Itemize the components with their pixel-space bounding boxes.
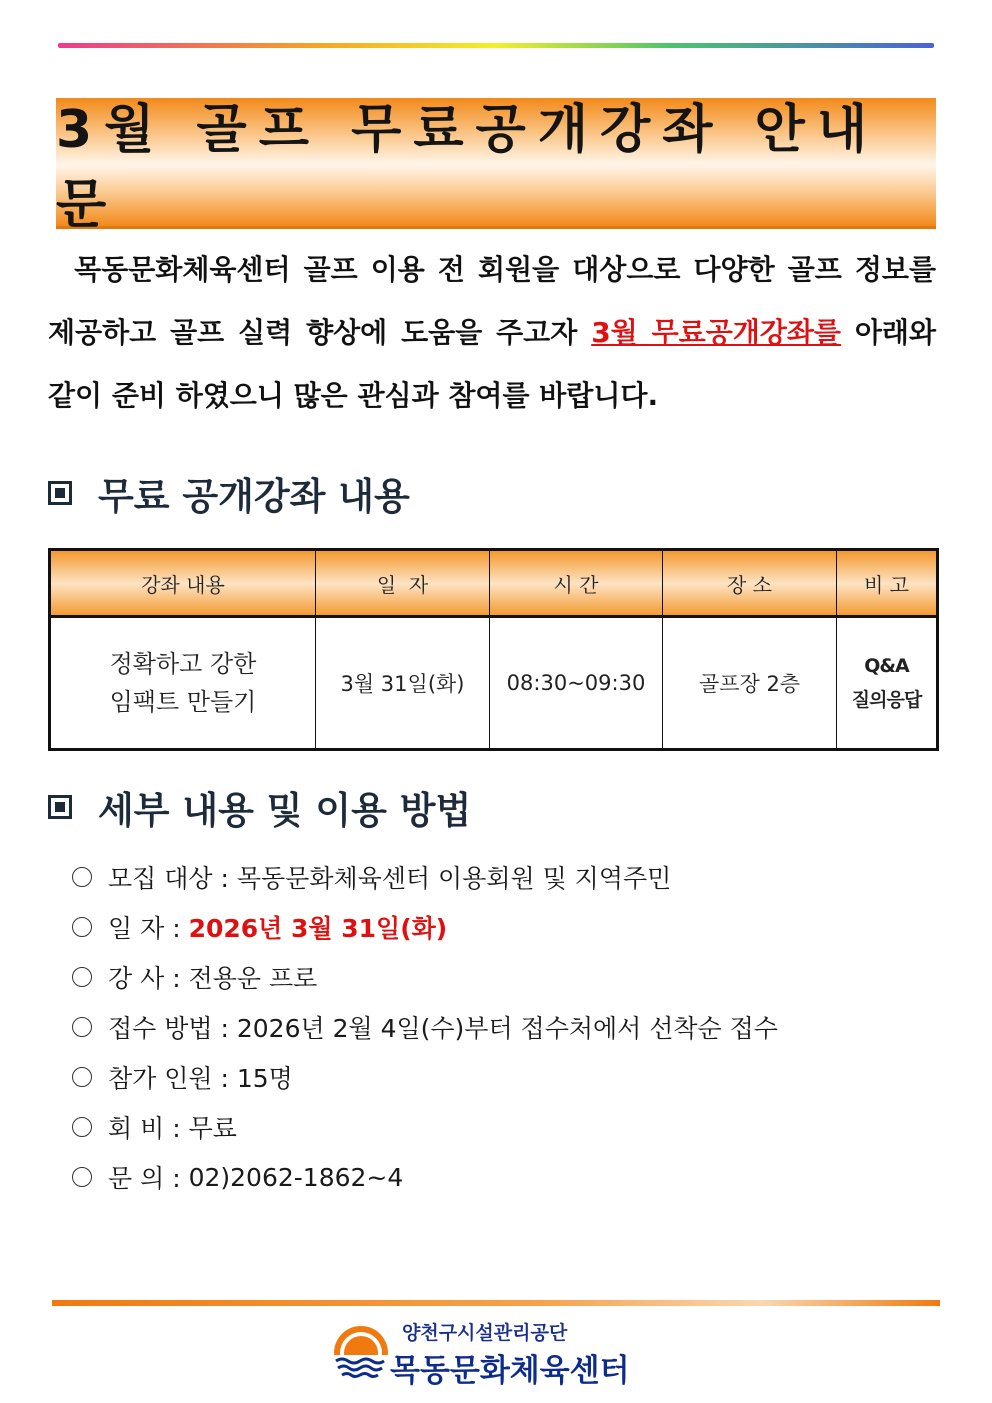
center-logo — [330, 1318, 630, 1390]
detail-label: 모집 대상 : — [108, 864, 237, 893]
sun-wave-logo-icon — [330, 1323, 392, 1385]
page-title: 3월 골프 무료공개강좌 안내문 — [56, 100, 880, 235]
section-heading-content — [48, 466, 410, 520]
section-heading-details — [48, 780, 471, 834]
column-header: 강좌 내용 — [50, 550, 316, 617]
place-cell: 골프장 2층 — [663, 617, 837, 750]
detail-label: 강 사 : — [108, 964, 189, 993]
topic-line: 정확하고 강한 — [109, 650, 257, 678]
column-header: 일 자 — [316, 550, 490, 617]
detail-value: 15명 — [236, 1064, 293, 1093]
center-name: 목동문화체육센터 — [390, 1353, 630, 1389]
circle-bullet-icon — [72, 867, 92, 887]
list-item — [72, 1052, 778, 1102]
date-cell: 3월 31일(화) — [316, 617, 490, 750]
column-header: 비 고 — [837, 550, 938, 617]
section-title: 세부 내용 및 이용 방법 — [98, 789, 472, 832]
list-item — [72, 952, 778, 1002]
list-item — [72, 1002, 778, 1052]
circle-bullet-icon — [72, 1167, 92, 1187]
column-header: 장 소 — [663, 550, 837, 617]
detail-value: 02)2062-1862~4 — [188, 1162, 404, 1192]
logo-text — [392, 1318, 630, 1390]
circle-bullet-icon — [72, 1067, 92, 1087]
intro-highlight: 3월 무료공개강좌를 — [591, 316, 841, 349]
list-item — [72, 1152, 778, 1202]
section-title: 무료 공개강좌 내용 — [98, 475, 410, 518]
circle-bullet-icon — [72, 1117, 92, 1137]
note-line: Q&A — [864, 655, 909, 677]
detail-value: 2026년 3월 31일(화) — [188, 914, 448, 943]
org-name: 양천구시설관리공단 — [402, 1322, 568, 1344]
square-bullet-icon — [48, 795, 72, 819]
column-header: 시 간 — [490, 550, 663, 617]
table-header-row — [50, 550, 938, 617]
detail-label: 회 비 : — [108, 1114, 189, 1143]
note-cell — [837, 617, 938, 750]
list-item — [72, 852, 778, 902]
detail-label: 일 자 : — [108, 914, 189, 943]
detail-value: 전용운 프로 — [188, 964, 318, 993]
top-rainbow-line — [58, 43, 934, 48]
detail-value: 무료 — [188, 1114, 237, 1143]
footer-line — [52, 1300, 940, 1306]
topic-line: 임팩트 만들기 — [109, 688, 257, 716]
square-bullet-icon — [48, 481, 72, 505]
note-line: 질의응답 — [851, 689, 922, 711]
circle-bullet-icon — [72, 967, 92, 987]
details-list — [72, 852, 778, 1202]
intro-text-1: 목동문화체육센터 골프 이용 전 회원을 대상으로 다양한 골프 정보를 제공하고 골프 실력 향상에 도움을 주고자 — [48, 253, 936, 349]
detail-label: 접수 방법 : — [108, 1014, 237, 1043]
title-banner — [56, 98, 936, 235]
detail-label: 참가 인원 : — [108, 1064, 237, 1093]
circle-bullet-icon — [72, 1017, 92, 1037]
lecture-table — [48, 548, 939, 751]
intro-paragraph — [48, 238, 936, 427]
list-item — [72, 902, 778, 952]
detail-label: 문 의 : — [108, 1164, 189, 1193]
detail-value: 목동문화체육센터 이용회원 및 지역주민 — [236, 864, 672, 893]
intro-text-2: 아래와 같이 준비 하였으니 많은 관심과 참여를 바랍니다. — [48, 316, 936, 412]
table-row — [50, 617, 938, 750]
time-cell: 08:30~09:30 — [490, 617, 663, 750]
topic-cell — [50, 617, 316, 750]
list-item — [72, 1102, 778, 1152]
detail-value: 2026년 2월 4일(수)부터 접수처에서 선착순 접수 — [236, 1014, 778, 1043]
circle-bullet-icon — [72, 917, 92, 937]
